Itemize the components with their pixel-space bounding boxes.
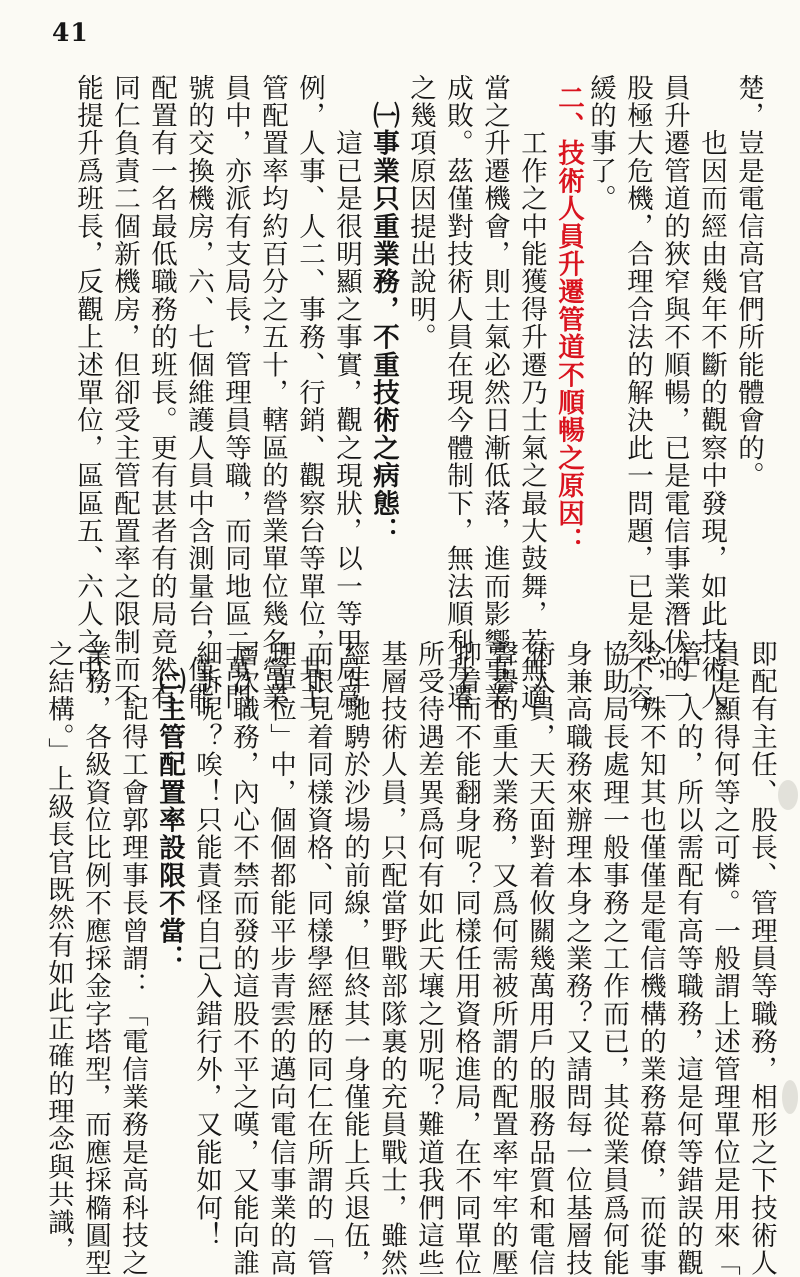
text-column: 能提升爲班長，反觀上述單位，區區五、六人之中， <box>72 74 103 712</box>
text-column: 業務，各級資位比例不應採金字塔型，而應採橢圓型 <box>80 640 111 1277</box>
text-column: 員是顯得何等之可憐。一般謂上述管理單位是用來「 <box>709 640 740 1277</box>
page-number: 41 <box>52 18 89 47</box>
text-column: 聲譽的重大業務，又爲何需被所謂的配置率牢牢的壓 <box>487 640 518 1277</box>
text-column: 之結構。」上級長官既然有如此正確的理念與共識， <box>43 640 74 1264</box>
text-column: 記得工會郭理事長曾謂：「電信業務是高科技之 <box>117 640 148 1277</box>
text-column: 即配有主任、股長、管理員等職務，相形之下技術人 <box>746 640 777 1277</box>
text-column: 員升遷管道的狹窄與不順暢，已是電信事業潛伏的一 <box>659 74 690 712</box>
text-column: 當之升遷機會，則士氣必然日漸低落，進而影響事業 <box>479 74 510 712</box>
text-column: 員中，亦派有支局長，管理員等職，而同地區二萬門 <box>220 74 251 712</box>
text-column: 也因而經由幾年不斷的觀察中發現，如此技術人 <box>696 74 727 712</box>
text-column: 所受待遇差異爲何有如此天壤之別呢？難道我們這些 <box>413 640 444 1277</box>
text-column: 協助局長處理一般事務之工作而已，其從業員爲何能 <box>598 640 629 1277</box>
text-column: 同仁負責二個新機房，但卻受主管配置率之限制而不 <box>109 74 140 712</box>
text-column: 這已是很明顯之事實，觀之現狀，以一等甲局爲 <box>331 74 362 712</box>
subsection-heading: ㈠事業只重業務，不重技術之病態： <box>368 74 399 545</box>
text-column: 身兼高職務來辦理本身之業務？又請問每一位基層技 <box>561 640 592 1277</box>
text-column: 管」人的，所以需配有高等職務，這是何等錯誤的觀 <box>672 640 703 1277</box>
page-edge-smudge <box>782 1080 798 1114</box>
text-column: 經年馳騁於沙場的前線，但終其一身僅能上兵退伍， <box>339 640 370 1277</box>
section-heading: 二、技術人員升遷管道不順暢之原因： <box>553 84 584 555</box>
text-column: 管配置率均約百分之五十，轄區的營業單位幾名營業 <box>257 74 288 712</box>
text-column: 念，殊不知其也僅僅是電信機構的業務幕僚，而從事 <box>635 640 666 1277</box>
text-column: 基層技術人員，只配當野戰部隊裏的充員戰士，雖然 <box>376 640 407 1277</box>
text-column: 術人員，天天面對着攸關幾萬用戶的服務品質和電信 <box>524 640 555 1277</box>
text-column: 之幾項原因提出說明。 <box>405 74 436 351</box>
text-column: 細訴呢？唉！只能責怪自己入錯行外，又能如何！ <box>191 640 222 1250</box>
text-column: 層次職務，內心不禁而發的這股不平之嘆，又能向誰 <box>228 640 259 1277</box>
page-edge-smudge <box>778 780 798 810</box>
text-column: 抑着而不能翻身呢？同樣任用資格進局，在不同單位 <box>450 640 481 1277</box>
text-column: 緩的事了。 <box>585 74 616 213</box>
text-column: 理單位」中，個個都能平步青雲的邁向電信事業的高 <box>265 640 296 1277</box>
text-column: 工作之中能獲得升遷乃士氣之最大鼓舞，若無適 <box>516 74 547 712</box>
text-column: 配置有一名最低職務的班長。更有甚者有的局竟然有 <box>146 74 177 712</box>
text-column: 例，人事、人二、事務、行銷、觀察台等單位，其主 <box>294 74 325 712</box>
text-column: 楚，豈是電信高官們所能體會的。 <box>733 74 764 490</box>
text-column: 而眼見着同樣資格、同樣學經歷的同仁在所謂的「管 <box>302 640 333 1277</box>
text-column: 股極大危機，合理合法的解決此一問題，已是刻不容 <box>622 74 653 712</box>
text-column: 號的交換機房，六、七個維護人員中含測量台，僅能 <box>183 74 214 712</box>
text-column: 成敗。茲僅對技術人員在現今體制下，無法順利升遷 <box>442 74 473 712</box>
subsection-heading: ㈡主管配置率設限不當： <box>154 640 185 973</box>
